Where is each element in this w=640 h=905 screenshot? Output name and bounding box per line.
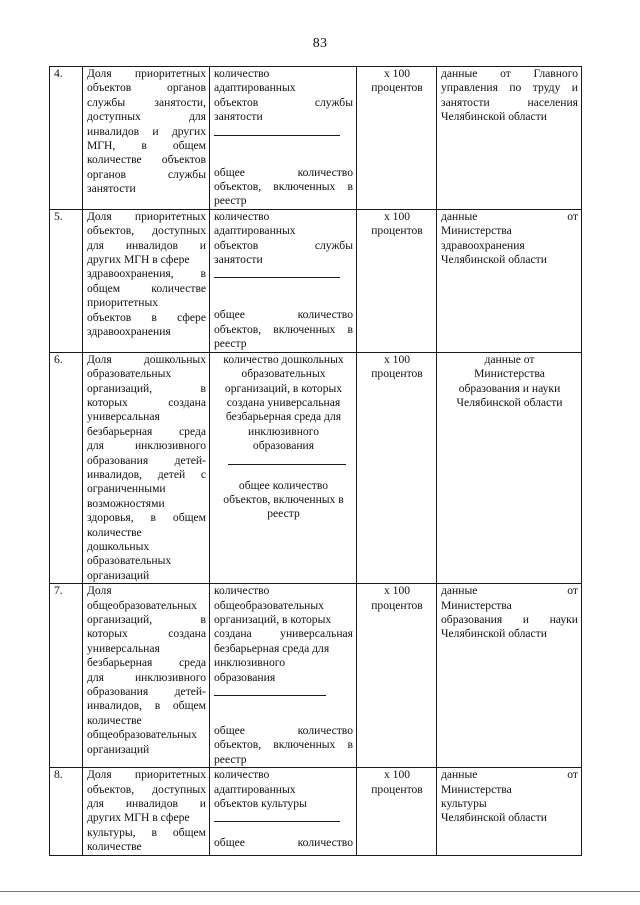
fraction-bar (228, 454, 346, 465)
indicator-cell (83, 768, 210, 855)
indicator-line: ограниченными (87, 482, 166, 496)
indicator-line: которых создана (87, 627, 206, 641)
numerator-line: объектов культуры (214, 797, 307, 811)
indicator-line: дошкольных (87, 539, 150, 553)
indicator-line: инвалидов и других (87, 124, 206, 138)
indicator-line: приоритетных (87, 296, 159, 310)
denominator-line: объектов, включенных в (223, 492, 344, 506)
indicator-line: возможностями (87, 496, 165, 510)
multiplier-cell (357, 352, 437, 584)
indicator-line: количестве (87, 840, 142, 854)
source-line: Министерства (441, 782, 512, 796)
formula-cell (210, 67, 357, 210)
row-number: 4. (50, 67, 83, 210)
numerator-line: адаптированных (214, 782, 296, 796)
row-number: 5. (50, 209, 83, 352)
unit: процентов (371, 224, 423, 238)
numerator-line: занятости (214, 253, 263, 267)
numerator-line: занятости (214, 110, 263, 124)
table-row (50, 352, 582, 584)
indicator-line: Доля дошкольных (87, 352, 206, 366)
indicator-line: инвалидов, в общем (87, 699, 206, 713)
indicator-line: универсальная (87, 641, 160, 655)
table-row (50, 67, 582, 210)
row-number: 7. (50, 584, 83, 768)
source-line: данные от Главного (441, 67, 578, 80)
indicator-cell (83, 67, 210, 210)
indicator-line: для инклюзивного (87, 670, 206, 684)
source-line: здравоохранения (441, 238, 525, 252)
indicator-line: количестве (87, 713, 142, 727)
indicator-cell (83, 352, 210, 584)
indicator-line: Доля приоритетных (87, 768, 206, 782)
numerator-line: количество (214, 67, 270, 80)
numerator-line: образования (252, 439, 315, 453)
indicator-line: общем количестве (87, 281, 206, 295)
multiplier-cell (357, 768, 437, 855)
indicator-line: здоровья, в общем (87, 511, 206, 525)
multiplier: х 100 (383, 209, 411, 223)
denominator-line: общее количество (214, 165, 353, 179)
numerator-line: объектов службы (214, 95, 353, 109)
indicator-line: количестве (87, 525, 142, 539)
indicator-line: Доля приоритетных (87, 209, 206, 223)
numerator-line: количество (214, 768, 270, 782)
numerator-line: образовательных (241, 367, 326, 381)
numerator-line: инклюзивного (214, 656, 286, 670)
indicator-line: организаций, в (87, 613, 206, 626)
source-line: занятости населения (441, 95, 578, 109)
indicator-line: доступных для (87, 110, 206, 124)
source-line: Челябинской области (441, 253, 547, 267)
denominator-line: общее количество (214, 308, 353, 322)
formula-cell (210, 352, 357, 584)
denominator-line: реестр (267, 507, 300, 521)
indicator-line: образовательных (87, 367, 172, 381)
indicator-line: занятости (87, 182, 136, 196)
multiplier-cell (357, 209, 437, 352)
indicator-line: объектов органов (87, 81, 206, 95)
source-line: данные от (441, 209, 578, 223)
source-line: данные от (484, 352, 535, 366)
denominator-line: общее количество (214, 724, 353, 738)
indicator-line: для инвалидов и (87, 797, 206, 811)
source-line: данные от (441, 584, 578, 598)
multiplier: х 100 (383, 352, 411, 366)
indicator-line: других МГН в сфере (87, 811, 190, 825)
numerator-line: организаций, в которых (214, 613, 332, 626)
numerator-line: общеобразовательных (214, 598, 324, 612)
page-number: 83 (312, 36, 328, 51)
indicator-line: для инвалидов и (87, 238, 206, 252)
source-line: данные от (441, 768, 578, 782)
unit: процентов (371, 598, 423, 612)
numerator-line: количество (214, 209, 270, 223)
indicator-line: объектов, доступных (87, 782, 206, 796)
indicator-line: других МГН в сфере (87, 253, 190, 267)
source-cell (437, 768, 582, 855)
indicator-line: Доля приоритетных (87, 67, 206, 80)
indicator-line: службы занятости, (87, 95, 206, 109)
source-line: управления по труду и (441, 81, 578, 95)
denominator-line: реестр (214, 337, 247, 351)
multiplier: х 100 (383, 768, 411, 782)
source-line: Челябинской области (441, 811, 547, 825)
denominator-line: реестр (214, 752, 247, 766)
indicator-line: образования детей- (87, 453, 206, 467)
indicator-cell (83, 584, 210, 768)
table-row (50, 768, 582, 855)
indicator-line: для инклюзивного (87, 439, 206, 453)
source-line: образования и науки (458, 381, 561, 395)
source-line: Челябинской области (441, 110, 547, 124)
indicator-line: которых создана (87, 395, 206, 409)
multiplier: х 100 (383, 67, 411, 80)
indicator-line: объектов, доступных (87, 224, 206, 238)
denominator-line: реестр (214, 194, 247, 208)
numerator-line: количество дошкольных (223, 352, 344, 366)
numerator-line: создана универсальная (214, 627, 353, 641)
source-line: Челябинской области (441, 627, 547, 641)
row-number: 8. (50, 768, 83, 855)
table-row (50, 584, 582, 768)
indicator-line: образования детей- (87, 685, 206, 699)
numerator-line: инклюзивного (247, 424, 319, 438)
indicator-line: культуры, в общем (87, 825, 206, 839)
numerator-line: адаптированных (214, 224, 296, 238)
fraction-bar (214, 685, 326, 696)
indicator-line: общеобразовательных (87, 598, 197, 612)
fraction-bar (214, 811, 340, 822)
numerator-line: создана универсальная (226, 395, 341, 409)
indicator-line: образовательных (87, 554, 172, 568)
source-line: Министерства (474, 367, 545, 381)
indicators-table (49, 66, 582, 856)
source-cell (437, 67, 582, 210)
fraction-bar (214, 125, 340, 136)
indicator-line: здравоохранения (87, 325, 171, 339)
table-row (50, 209, 582, 352)
indicator-line: общеобразовательных (87, 728, 197, 742)
indicator-line: объектов в сфере (87, 310, 206, 324)
numerator-line: безбарьерная среда для (225, 410, 342, 424)
multiplier: х 100 (383, 584, 411, 598)
multiplier-cell (357, 67, 437, 210)
source-line: Челябинской области (456, 395, 563, 409)
indicator-line: универсальная (87, 410, 160, 424)
numerator-line: безбарьерная среда для (214, 641, 330, 655)
source-cell (437, 352, 582, 584)
denominator-line: объектов, включенных в (214, 738, 353, 752)
indicator-line: безбарьерная среда (87, 424, 206, 438)
indicator-line: органов службы (87, 167, 206, 181)
numerator-line: адаптированных (214, 81, 296, 95)
denominator-line: общее количество (238, 478, 329, 492)
formula-cell (210, 209, 357, 352)
indicator-line: организаций (87, 742, 150, 756)
denominator-line: общее количество (214, 836, 353, 850)
unit: процентов (371, 367, 423, 381)
numerator-line: объектов службы (214, 238, 353, 252)
denominator-line: объектов, включенных в (214, 180, 353, 194)
indicator-line: МГН, в общем (87, 139, 206, 153)
fraction-bar (214, 267, 340, 278)
indicator-line: здравоохранения, в (87, 267, 206, 281)
numerator-line: организаций, в которых (224, 381, 343, 395)
indicator-line: инвалидов, детей с (87, 467, 206, 481)
indicator-cell (83, 209, 210, 352)
source-line: образования и науки (441, 613, 578, 626)
formula-cell (210, 768, 357, 855)
source-line: Министерства (441, 224, 512, 238)
indicator-line: организаций (87, 568, 150, 582)
source-cell (437, 209, 582, 352)
indicator-line: Доля (87, 584, 112, 598)
numerator-line: образования (214, 670, 276, 684)
indicator-line: количестве объектов (87, 153, 206, 167)
unit: процентов (371, 782, 423, 796)
numerator-line: количество (214, 584, 270, 598)
indicator-line: организаций, в (87, 381, 206, 395)
indicator-line: безбарьерная среда (87, 656, 206, 670)
multiplier-cell (357, 584, 437, 768)
row-number: 6. (50, 352, 83, 584)
source-line: Министерства (441, 598, 512, 612)
source-line: культуры (441, 797, 487, 811)
source-cell (437, 584, 582, 768)
unit: процентов (371, 81, 423, 95)
page-bottom-rule (0, 891, 640, 892)
denominator-line: объектов, включенных в (214, 322, 353, 336)
formula-cell (210, 584, 357, 768)
